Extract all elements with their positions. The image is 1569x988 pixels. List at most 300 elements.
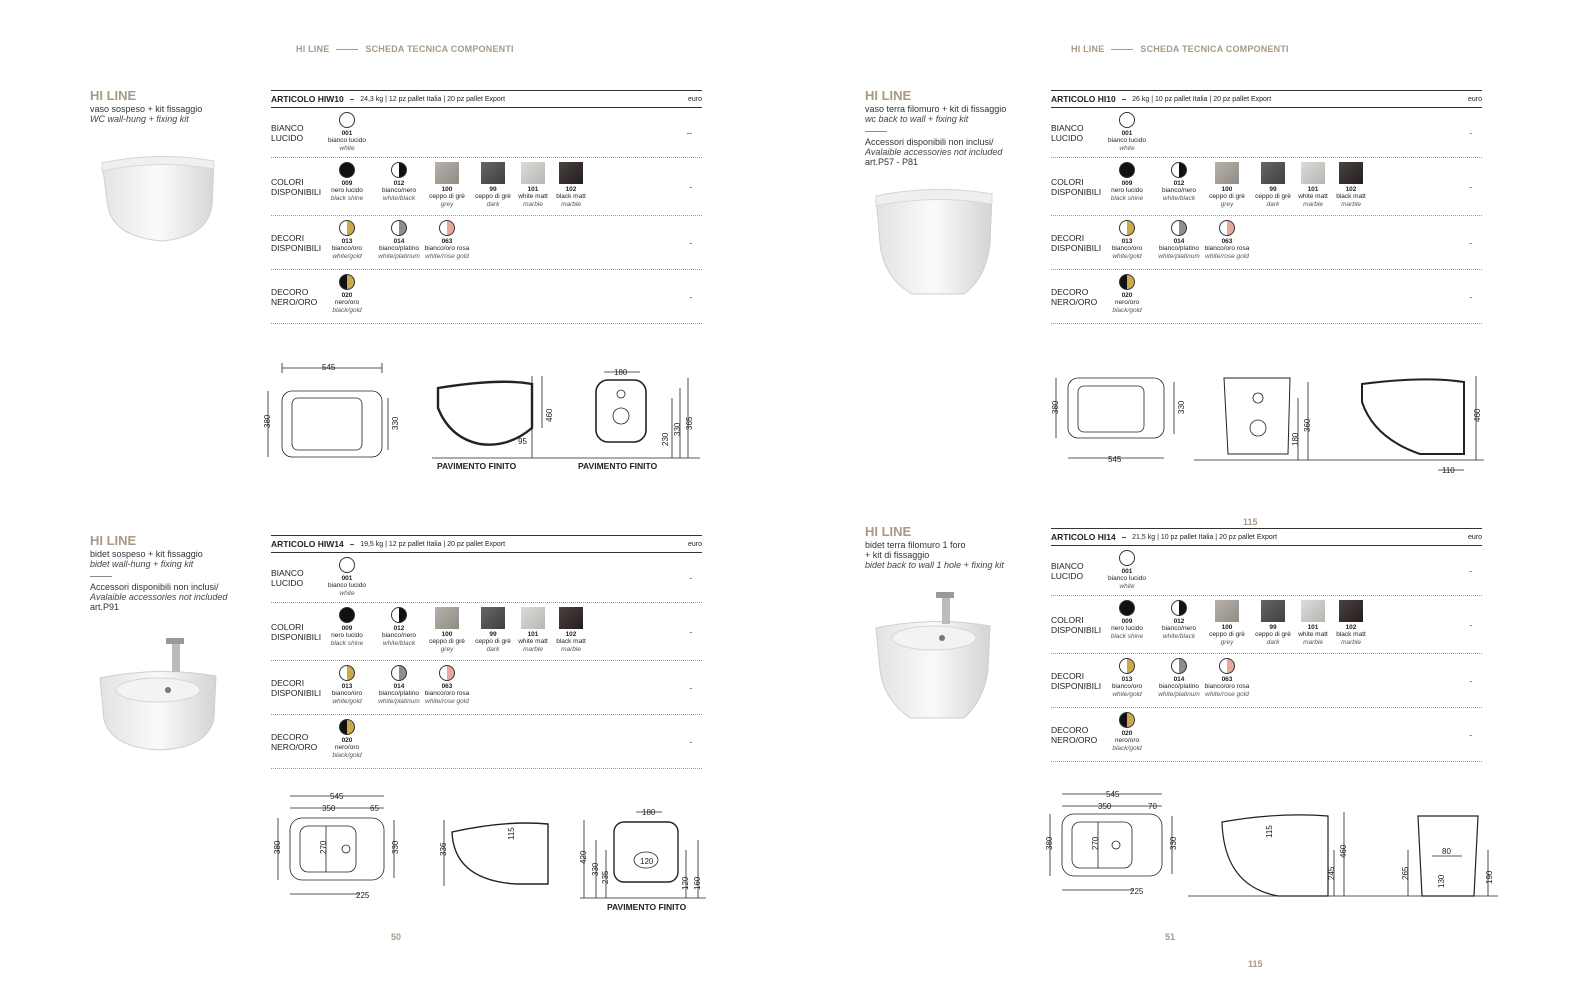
currency-label: euro bbox=[1467, 95, 1482, 103]
swatch-name-en: black shine bbox=[330, 639, 364, 647]
row-label-line: BIANCO bbox=[271, 122, 304, 133]
row-label-line: DISPONIBILI bbox=[271, 186, 322, 197]
dim-365: 365 bbox=[685, 416, 694, 430]
swatch-102 bbox=[1325, 162, 1377, 208]
product-desc-it: bidet sospeso + kit fissaggio bbox=[90, 549, 203, 559]
table-row bbox=[1051, 216, 1482, 270]
swatch-name: bianco/platino bbox=[378, 690, 420, 697]
swatch-code: 014 bbox=[1173, 238, 1185, 245]
dim-130: 130 bbox=[1437, 874, 1446, 888]
swatch-code: 020 bbox=[341, 737, 353, 744]
product-title: HI LINE bbox=[865, 524, 912, 539]
swatch-name: bianco lucido bbox=[1108, 137, 1146, 144]
color-swatch bbox=[391, 220, 407, 236]
row-label-line: DISPONIBILI bbox=[1051, 186, 1102, 197]
color-swatch bbox=[1171, 162, 1187, 178]
swatch-012 bbox=[1153, 600, 1205, 640]
row-label-line: COLORI bbox=[271, 176, 304, 187]
dim-460: 460 bbox=[1339, 844, 1348, 858]
swatch-009 bbox=[321, 162, 373, 202]
swatch-code: 102 bbox=[565, 186, 577, 193]
swatch-name: bianco/platino bbox=[1158, 245, 1200, 252]
swatch-name-en: white/gold bbox=[332, 252, 362, 260]
swatch-code: 101 bbox=[1307, 186, 1319, 193]
row-label-line: BIANCO bbox=[271, 567, 304, 578]
price-value: - bbox=[1469, 620, 1472, 629]
color-swatch-square bbox=[559, 162, 583, 184]
swatch-name: bianco lucido bbox=[328, 582, 366, 589]
row-label-line: DECORI bbox=[1051, 232, 1085, 243]
dim-120: 120 bbox=[640, 857, 654, 866]
price-value: - bbox=[1469, 238, 1472, 247]
product-desc-en: wc back to wall + fixing kit bbox=[865, 114, 969, 124]
row-label-line: LUCIDO bbox=[271, 577, 304, 588]
color-swatch-square bbox=[559, 607, 583, 629]
dim-width: 545 bbox=[1106, 790, 1120, 799]
row-label-line: DISPONIBILI bbox=[1051, 242, 1102, 253]
swatch-001 bbox=[321, 557, 373, 597]
accessories-article: art.P57 - P81 bbox=[865, 157, 919, 167]
price-value: - bbox=[689, 737, 692, 746]
dim-inner: 330 bbox=[391, 416, 400, 430]
floor-label: PAVIMENTO FINITO bbox=[437, 461, 517, 471]
swatch-name-en: black shine bbox=[330, 194, 364, 202]
table-row bbox=[1051, 596, 1482, 654]
page-number: 51 bbox=[1165, 932, 1176, 942]
dim-depth: 380 bbox=[1051, 400, 1060, 414]
color-swatch-square bbox=[1339, 600, 1363, 622]
swatch-name: bianco/oro rosa bbox=[424, 690, 470, 697]
dim-fixing: 180 bbox=[614, 368, 628, 377]
price-value: - bbox=[1469, 292, 1472, 301]
swatch-name: ceppo di grè bbox=[475, 193, 511, 200]
dim-outlet: 95 bbox=[518, 437, 527, 446]
swatch-name-en: black/gold bbox=[332, 751, 362, 759]
product-info bbox=[865, 524, 1035, 570]
swatch-name-en: marble bbox=[561, 645, 581, 653]
table-header: ARTICOLO HIW14 – 19,5 kg | 12 pz pallet Italia | 20 pz pallet Export euro bbox=[271, 535, 702, 553]
product-photo-wc-wall-hung bbox=[96, 145, 221, 245]
right-page bbox=[776, 0, 1560, 988]
dim-65: 65 bbox=[370, 804, 379, 813]
swatch-code: 014 bbox=[393, 683, 405, 690]
swatch-014 bbox=[1153, 220, 1205, 260]
swatch-name-en: white/black bbox=[382, 639, 416, 647]
swatch-code: 009 bbox=[341, 180, 353, 187]
accessories-en: Avalaible accessories not included bbox=[865, 147, 1003, 157]
swatch-name-en: marble bbox=[561, 200, 581, 208]
color-swatch bbox=[1119, 162, 1135, 178]
row-label-line: DISPONIBILI bbox=[271, 687, 322, 698]
swatch-name: ceppo di grè bbox=[475, 638, 511, 645]
swatch-100 bbox=[1201, 600, 1253, 646]
price-value: - bbox=[1469, 730, 1472, 739]
swatch-code: 001 bbox=[1121, 568, 1133, 575]
color-swatch-square bbox=[481, 607, 505, 629]
swatch-code: 020 bbox=[1121, 730, 1133, 737]
left-page bbox=[0, 0, 784, 988]
dim-80: 80 bbox=[1442, 847, 1451, 856]
runhead-title: SCHEDA TECNICA COMPONENTI bbox=[1140, 44, 1289, 54]
mid-page-number: 115 bbox=[1243, 517, 1258, 527]
row-label-line: DECORO bbox=[271, 731, 309, 742]
swatch-100 bbox=[421, 162, 473, 208]
swatch-012 bbox=[373, 162, 425, 202]
swatch-code: 012 bbox=[393, 180, 405, 187]
swatch-name: white matt bbox=[1298, 631, 1328, 638]
product-desc-en: bidet back to wall 1 hole + fixing kit bbox=[865, 560, 1004, 570]
dim-225: 225 bbox=[356, 891, 370, 900]
table-row bbox=[1051, 158, 1482, 216]
swatch-code: 100 bbox=[441, 186, 453, 193]
article-table bbox=[1051, 90, 1482, 324]
product-desc-it: vaso sospeso + kit fissaggio bbox=[90, 104, 203, 114]
article-code: ARTICOLO HI10 bbox=[1051, 94, 1116, 104]
dim-245: 245 bbox=[1327, 866, 1336, 880]
swatch-code: 020 bbox=[341, 292, 353, 299]
color-swatch bbox=[1171, 220, 1187, 236]
row-label-line: NERO/ORO bbox=[1051, 734, 1098, 745]
swatch-name: bianco lucido bbox=[328, 137, 366, 144]
swatch-name-en: grey bbox=[1220, 638, 1234, 646]
swatch-name-en: marble bbox=[1341, 638, 1361, 646]
swatch-name: bianco/nero bbox=[1162, 625, 1196, 632]
table-row bbox=[271, 661, 702, 715]
price-value: - bbox=[1469, 566, 1472, 575]
dim-width: 545 bbox=[330, 792, 344, 801]
color-swatch-square bbox=[1215, 600, 1239, 622]
swatch-name-en: dark bbox=[1266, 638, 1280, 646]
product-title: HI LINE bbox=[90, 88, 137, 103]
swatch-name-en: white/gold bbox=[1112, 690, 1142, 698]
row-label-line: DECORI bbox=[271, 677, 305, 688]
swatch-name: bianco/oro bbox=[1111, 245, 1143, 252]
runhead-brand: HI LINE bbox=[1071, 44, 1105, 54]
swatch-code: 012 bbox=[1173, 618, 1185, 625]
table-row bbox=[271, 270, 702, 324]
color-swatch bbox=[1119, 712, 1135, 728]
row-label-line: LUCIDO bbox=[1051, 570, 1084, 581]
swatch-code: 014 bbox=[1173, 676, 1185, 683]
swatch-code: 063 bbox=[1221, 238, 1233, 245]
swatch-name: ceppo di grè bbox=[1255, 193, 1291, 200]
swatch-name-en: white/platinum bbox=[378, 252, 420, 260]
swatch-name-en: black shine bbox=[1110, 632, 1144, 640]
swatch-code: 009 bbox=[341, 625, 353, 632]
dim-115: 115 bbox=[1265, 825, 1274, 838]
swatch-102 bbox=[545, 162, 597, 208]
swatch-name-en: white/platinum bbox=[1158, 690, 1200, 698]
color-swatch bbox=[1119, 658, 1135, 674]
table-row bbox=[1051, 654, 1482, 708]
swatch-code: 009 bbox=[1121, 618, 1133, 625]
dim-420: 420 bbox=[579, 850, 588, 864]
swatch-code: 009 bbox=[1121, 180, 1133, 187]
dim-270: 270 bbox=[319, 840, 328, 854]
swatch-code: 101 bbox=[1307, 624, 1319, 631]
swatch-name-en: marble bbox=[1303, 200, 1323, 208]
color-swatch bbox=[1119, 550, 1135, 566]
swatch-name: nero/oro bbox=[1114, 299, 1140, 306]
swatch-name-en: white/rose gold bbox=[425, 697, 469, 705]
swatch-name-en: marble bbox=[1341, 200, 1361, 208]
color-swatch bbox=[339, 719, 355, 735]
row-label-line: NERO/ORO bbox=[271, 741, 318, 752]
color-swatch bbox=[1171, 658, 1187, 674]
swatch-code: 020 bbox=[1121, 292, 1133, 299]
swatch-code: 012 bbox=[393, 625, 405, 632]
swatch-063 bbox=[421, 220, 473, 260]
swatch-code: 013 bbox=[341, 238, 353, 245]
dim-180: 180 bbox=[642, 808, 656, 817]
product-info bbox=[865, 88, 1035, 167]
dim-height: 460 bbox=[545, 408, 554, 422]
swatch-012 bbox=[1153, 162, 1205, 202]
swatch-name: bianco/nero bbox=[382, 632, 416, 639]
color-swatch-square bbox=[1261, 162, 1285, 184]
color-swatch bbox=[1119, 112, 1135, 128]
article-code: ARTICOLO HI14 bbox=[1051, 532, 1116, 542]
swatch-code: 101 bbox=[527, 186, 539, 193]
color-swatch bbox=[1119, 220, 1135, 236]
currency-label: euro bbox=[1467, 533, 1482, 541]
swatch-name-en: marble bbox=[523, 200, 543, 208]
swatch-name: nero lucido bbox=[1111, 625, 1143, 632]
swatch-code: 013 bbox=[1121, 676, 1133, 683]
color-swatch bbox=[339, 162, 355, 178]
accessories-it: Accessori disponibili non inclusi/ bbox=[865, 137, 994, 147]
swatch-name-en: dark bbox=[1266, 200, 1280, 208]
price-value: - bbox=[689, 292, 692, 301]
table-row bbox=[1051, 108, 1482, 158]
article-spec: 24,3 kg | 12 pz pallet Italia | 20 pz pallet Export bbox=[360, 95, 506, 103]
row-label-line: DISPONIBILI bbox=[271, 631, 322, 642]
dim-330b: 330 bbox=[591, 862, 600, 876]
row-label-line: DISPONIBILI bbox=[1051, 624, 1102, 635]
color-swatch-square bbox=[435, 607, 459, 629]
swatch-code: 102 bbox=[1345, 186, 1357, 193]
table-row bbox=[271, 158, 702, 216]
technical-drawing-bidet-back bbox=[1038, 786, 1494, 904]
swatch-name-en: white bbox=[339, 144, 355, 152]
price-value: - bbox=[1469, 676, 1472, 685]
row-label-line: DISPONIBILI bbox=[271, 242, 322, 253]
product-photo-wc-back-to-wall bbox=[872, 182, 997, 297]
color-swatch bbox=[1219, 658, 1235, 674]
table-row bbox=[271, 603, 702, 661]
dim-270: 270 bbox=[1091, 836, 1100, 850]
technical-drawing-bidet bbox=[266, 790, 716, 905]
swatch-code: 99 bbox=[489, 186, 497, 193]
swatch-name: nero/oro bbox=[334, 744, 360, 751]
swatch-name: ceppo di grè bbox=[429, 638, 465, 645]
swatch-name: ceppo di grè bbox=[429, 193, 465, 200]
swatch-code: 001 bbox=[1121, 130, 1133, 137]
dim-336: 336 bbox=[439, 842, 448, 856]
swatch-name: nero lucido bbox=[331, 187, 363, 194]
color-swatch-square bbox=[1261, 600, 1285, 622]
swatch-code: 013 bbox=[341, 683, 353, 690]
swatch-name: bianco/oro bbox=[1111, 683, 1143, 690]
price-value: - bbox=[689, 627, 692, 636]
color-swatch-square bbox=[1215, 162, 1239, 184]
article-table bbox=[271, 535, 702, 769]
swatch-020 bbox=[1101, 712, 1153, 752]
swatch-code: 102 bbox=[1345, 624, 1357, 631]
swatch-name: nero lucido bbox=[1111, 187, 1143, 194]
currency-label: euro bbox=[687, 95, 702, 103]
table-header: ARTICOLO HI14 – 21,5 kg | 10 pz pallet Italia | 20 pz pallet Export euro bbox=[1051, 528, 1482, 546]
swatch-013 bbox=[321, 220, 373, 260]
swatch-name: black matt bbox=[556, 193, 586, 200]
bottom-number: 115 bbox=[1248, 959, 1263, 969]
swatch-014 bbox=[1153, 658, 1205, 698]
row-label-line: COLORI bbox=[1051, 176, 1084, 187]
color-swatch-square bbox=[1301, 600, 1325, 622]
article-code: ARTICOLO HIW10 bbox=[271, 94, 344, 104]
dim-265: 265 bbox=[1401, 866, 1410, 880]
floor-label: PAVIMENTO FINITO bbox=[607, 902, 687, 912]
page-number: 50 bbox=[391, 932, 402, 942]
dim-depth: 380 bbox=[1045, 836, 1054, 850]
color-swatch bbox=[1219, 220, 1235, 236]
swatch-name: bianco/platino bbox=[1158, 683, 1200, 690]
swatch-name: ceppo di grè bbox=[1209, 193, 1245, 200]
article-table bbox=[271, 90, 702, 324]
table-row bbox=[271, 715, 702, 769]
swatch-name-en: black/gold bbox=[1112, 744, 1142, 752]
swatch-name-en: black shine bbox=[1110, 194, 1144, 202]
color-swatch bbox=[339, 557, 355, 573]
dim-width: 545 bbox=[322, 363, 336, 372]
swatch-100 bbox=[421, 607, 473, 653]
row-label-line: DECORI bbox=[271, 232, 305, 243]
color-swatch bbox=[339, 607, 355, 623]
swatch-name: black matt bbox=[1336, 631, 1366, 638]
article-code: ARTICOLO HIW14 bbox=[271, 539, 344, 549]
color-swatch bbox=[339, 665, 355, 681]
row-label-line: NERO/ORO bbox=[271, 296, 318, 307]
color-swatch bbox=[1119, 600, 1135, 616]
dim-330: 330 bbox=[391, 840, 400, 854]
swatch-102 bbox=[545, 607, 597, 653]
table-row bbox=[1051, 270, 1482, 324]
row-label-line: BIANCO bbox=[1051, 560, 1084, 571]
swatch-code: 99 bbox=[1269, 624, 1277, 631]
row-label-line: DISPONIBILI bbox=[1051, 680, 1102, 691]
swatch-name: bianco/platino bbox=[378, 245, 420, 252]
row-label-line: COLORI bbox=[271, 621, 304, 632]
accessories-en: Avalaible accessories not included bbox=[90, 592, 228, 602]
swatch-063 bbox=[1201, 658, 1253, 698]
swatch-100 bbox=[1201, 162, 1253, 208]
swatch-name: bianco/oro rosa bbox=[1204, 245, 1250, 252]
table-row bbox=[271, 553, 702, 603]
table-row bbox=[1051, 708, 1482, 762]
price-value: - bbox=[689, 683, 692, 692]
swatch-020 bbox=[321, 274, 373, 314]
swatch-014 bbox=[373, 220, 425, 260]
swatch-name-en: grey bbox=[440, 645, 454, 653]
swatch-name: bianco/oro bbox=[331, 245, 363, 252]
dim-115: 115 bbox=[507, 827, 516, 840]
price-value: -- bbox=[686, 128, 692, 137]
swatch-012 bbox=[373, 607, 425, 647]
swatch-063 bbox=[421, 665, 473, 705]
technical-drawing-wc bbox=[260, 358, 710, 478]
swatch-code: 101 bbox=[527, 631, 539, 638]
swatch-name: white matt bbox=[518, 193, 548, 200]
color-swatch bbox=[391, 665, 407, 681]
technical-drawing-wc-back bbox=[1044, 368, 1494, 483]
swatch-name-en: black/gold bbox=[332, 306, 362, 314]
row-label-line: BIANCO bbox=[1051, 122, 1084, 133]
color-swatch-square bbox=[435, 162, 459, 184]
swatch-020 bbox=[1101, 274, 1153, 314]
article-spec: 26 kg | 10 pz pallet Italia | 20 pz pallet Export bbox=[1132, 95, 1272, 103]
color-swatch bbox=[439, 665, 455, 681]
product-title: HI LINE bbox=[90, 533, 137, 548]
dim-70: 70 bbox=[1148, 802, 1157, 811]
swatch-code: 001 bbox=[341, 130, 353, 137]
product-photo-bidet-back-to-wall bbox=[872, 590, 997, 720]
runhead-brand: HI LINE bbox=[296, 44, 330, 54]
table-header: ARTICOLO HIW10 – 24,3 kg | 12 pz pallet Italia | 20 pz pallet Export euro bbox=[271, 90, 702, 108]
color-swatch bbox=[339, 220, 355, 236]
swatch-name-en: white/gold bbox=[1112, 252, 1142, 260]
swatch-name-en: white/black bbox=[382, 194, 416, 202]
swatch-code: 100 bbox=[1221, 624, 1233, 631]
swatch-name-en: grey bbox=[440, 200, 454, 208]
row-label-line: DECORO bbox=[1051, 286, 1089, 297]
dim-230: 230 bbox=[661, 432, 670, 446]
product-desc-it: bidet terra filomuro 1 foro bbox=[865, 540, 966, 550]
swatch-name-en: white/rose gold bbox=[1205, 690, 1249, 698]
swatch-name-en: white bbox=[1119, 582, 1135, 590]
swatch-name: bianco/oro rosa bbox=[1204, 683, 1250, 690]
dim-330: 330 bbox=[673, 422, 682, 436]
color-swatch bbox=[1119, 274, 1135, 290]
swatch-013 bbox=[1101, 220, 1153, 260]
price-value: - bbox=[1469, 128, 1472, 137]
swatch-name-en: white bbox=[339, 589, 355, 597]
price-value: - bbox=[1469, 182, 1472, 191]
dim-360: 360 bbox=[1303, 418, 1312, 432]
product-desc-en: bidet wall-hung + fixing kit bbox=[90, 559, 194, 569]
color-swatch-square bbox=[481, 162, 505, 184]
swatch-102 bbox=[1325, 600, 1377, 646]
dim-120b: 120 bbox=[681, 876, 690, 890]
table-row bbox=[1051, 546, 1482, 596]
article-spec: 19,5 kg | 12 pz pallet Italia | 20 pz pallet Export bbox=[360, 540, 506, 548]
table-header: ARTICOLO HI10 – 26 kg | 10 pz pallet Italia | 20 pz pallet Export euro bbox=[1051, 90, 1482, 108]
swatch-001 bbox=[1101, 550, 1153, 590]
swatch-name: nero/oro bbox=[1114, 737, 1140, 744]
swatch-name: ceppo di grè bbox=[1209, 631, 1245, 638]
swatch-014 bbox=[373, 665, 425, 705]
product-info bbox=[90, 88, 260, 124]
product-desc-en: WC wall-hung + fixing kit bbox=[90, 114, 189, 124]
swatch-code: 012 bbox=[1173, 180, 1185, 187]
row-label-line: NERO/ORO bbox=[1051, 296, 1098, 307]
swatch-name: white matt bbox=[1298, 193, 1328, 200]
product-photo-bidet-wall-hung bbox=[96, 628, 221, 753]
swatch-name-en: white/platinum bbox=[378, 697, 420, 705]
swatch-name: bianco/nero bbox=[1162, 187, 1196, 194]
table-row bbox=[271, 108, 702, 158]
dim-225: 225 bbox=[1130, 887, 1144, 896]
dim-190: 190 bbox=[1485, 870, 1494, 884]
